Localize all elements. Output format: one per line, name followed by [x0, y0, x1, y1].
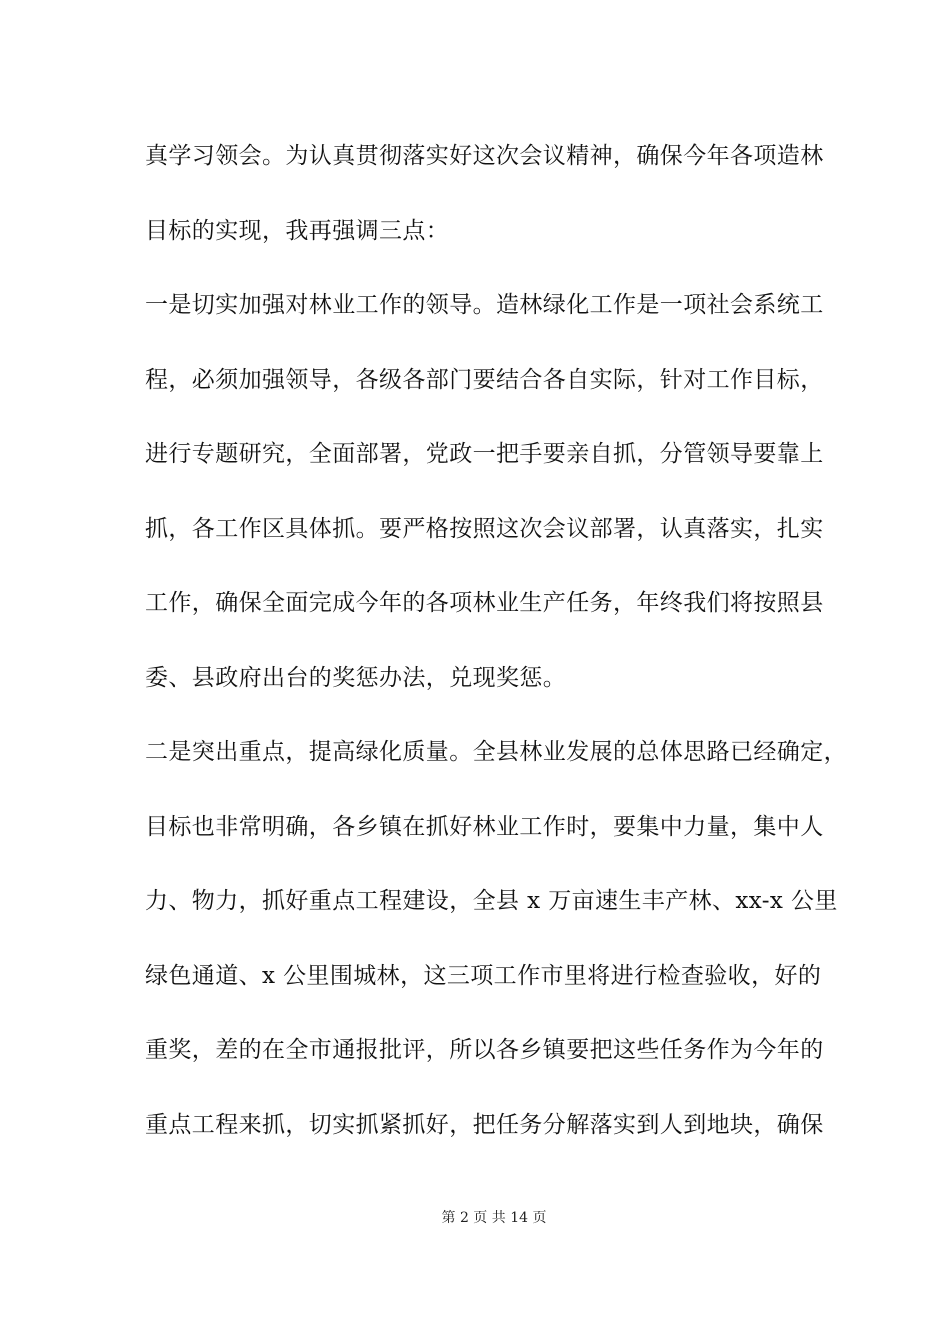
text-line: 目标的实现，我再强调三点： [145, 217, 450, 244]
page-number: 第 2 页 共 14 页 [441, 1210, 547, 1226]
text-line: 二是突出重点，提高绿化质量。全县林业发展的总体思路已经确定， [145, 739, 847, 765]
text-line: 重点工程来抓，切实抓紧抓好，把任务分解落实到人到地块，确保 [145, 1111, 824, 1138]
text-line: 真学习领会。为认真贯彻落实好这次会议精神，确保今年各项造林 [145, 143, 824, 169]
text-line: 工作，确保全面完成今年的各项林业生产任务，年终我们将按照县 [145, 590, 824, 616]
text-line: 委、县政府出台的奖惩办法，兑现奖惩。 [145, 664, 567, 691]
text-line: 抓，各工作区具体抓。要严格按照这次会议部署，认真落实，扎实 [145, 515, 824, 542]
body-text [145, 128, 847, 1171]
text-line: 目标也非常明确，各乡镇在抓好林业工作时，要集中力量，集中人 [145, 813, 824, 840]
page-footer [0, 1208, 950, 1228]
text-line: 力、物力，抓好重点工程建设，全县 x 万亩速生丰产林、xx-x 公里 [145, 888, 838, 914]
text-line: 绿色通道、x 公里围城林，这三项工作市里将进行检查验收，好的 [145, 962, 822, 989]
text-line: 程，必须加强领导，各级各部门要结合各自实际，针对工作目标， [145, 366, 824, 393]
text-line: 进行专题研究，全面部署，党政一把手要亲自抓，分管领导要靠上 [145, 441, 824, 467]
text-line: 一是切实加强对林业工作的领导。造林绿化工作是一项社会系统工 [145, 292, 824, 318]
text-line: 重奖，差的在全市通报批评，所以各乡镇要把这些任务作为今年的 [145, 1037, 824, 1063]
